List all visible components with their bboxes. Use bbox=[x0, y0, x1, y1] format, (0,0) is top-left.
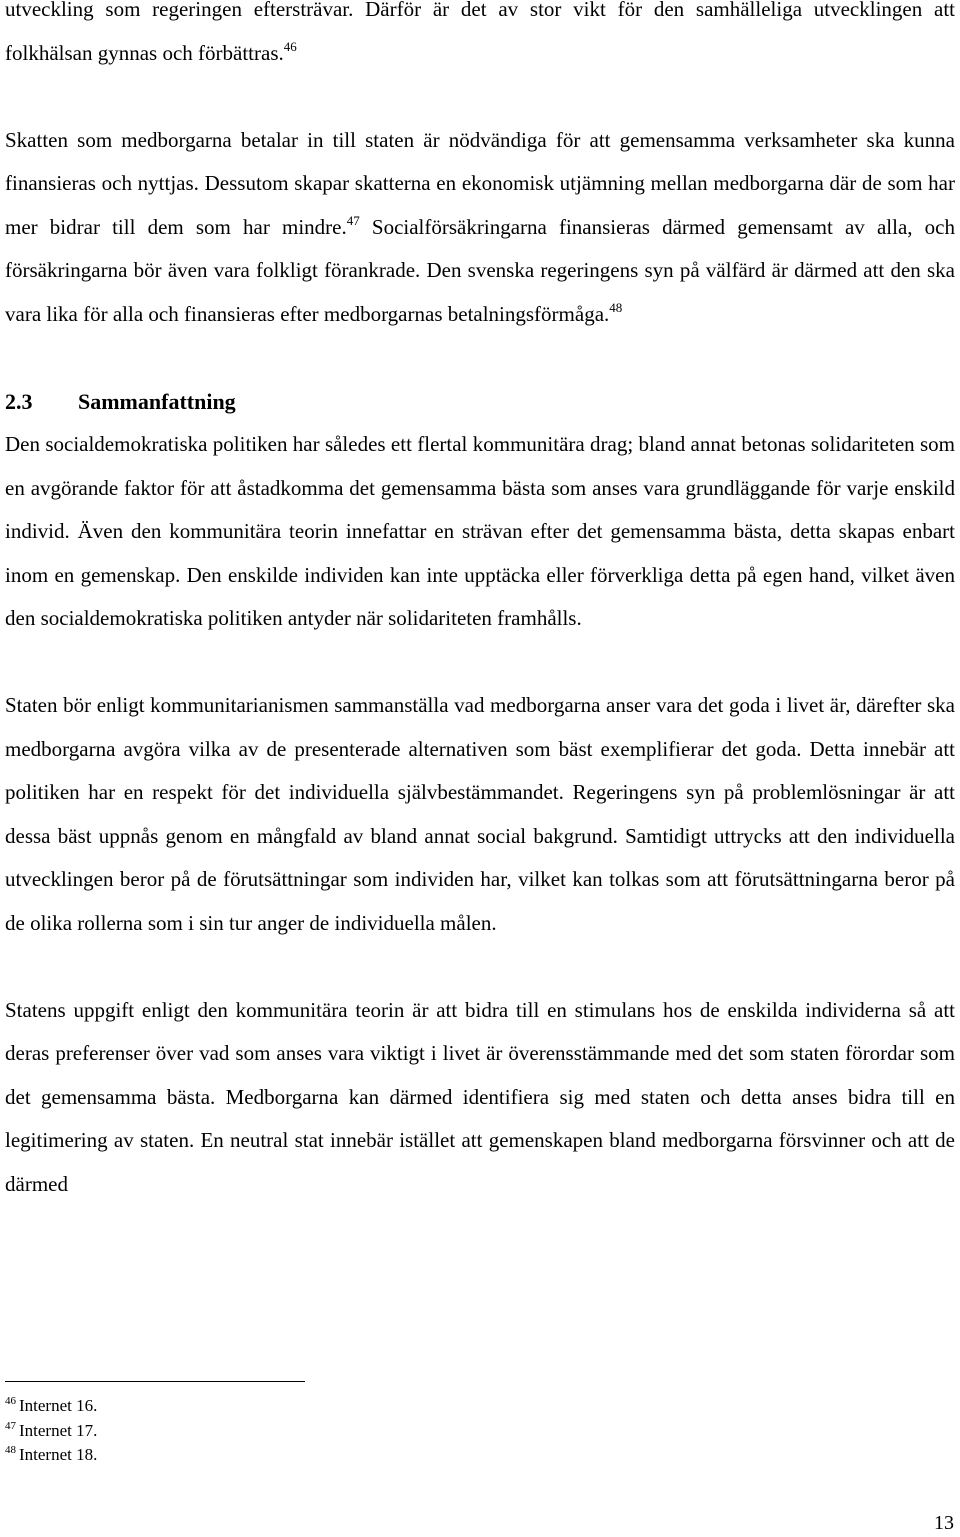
footnote-47 bbox=[5, 1419, 605, 1444]
footnote-text: Internet 17. bbox=[19, 1420, 98, 1440]
footnotes bbox=[5, 1394, 605, 1468]
footnote-ref-46: 46 bbox=[283, 38, 297, 54]
footnote-text: Internet 16. bbox=[19, 1396, 98, 1415]
section-number: 2.3 bbox=[5, 388, 33, 414]
footnote-ref-47: 47 bbox=[346, 212, 360, 228]
footnote-ref-48: 48 bbox=[609, 299, 623, 315]
document-page bbox=[5, 0, 955, 1206]
footnote-number: 46 bbox=[5, 1395, 16, 1407]
footnote-separator bbox=[5, 1381, 305, 1382]
paragraph-text-part-2: Socialförsäkringarna finansieras därmed gemensamt av alla, och försäkringarna bör även vara folkligt förankrade. Den svenska regeringens syn på välfärd är därmed att den ska vara lika för alla och finansieras efter medborgarnas betalningsförmåga. bbox=[5, 214, 955, 326]
paragraph-text: utveckling som regeringen eftersträvar. Därför är det av stor vikt för den samhälleliga utvecklingen att folkhälsan gynnas och förbättras. bbox=[5, 0, 955, 65]
paragraph-kommunitarianism: Staten bör enligt kommunitarianismen sammanställa vad medborgarna anser vara det goda i livet är, därefter ska medborgarna avgöra vilka av de presenterade alternativen som bäst exemplifierar det goda. Detta innebär att politiken har en respekt för det individuella självbestämmandet. Regeringens syn på problemlösningar är att dessa bäst uppnås genom en mångfald av bland annat social bakgrund. Samtidigt uttrycks att den individuella utvecklingen beror på de förutsättningar som individen har, vilket kan tolkas som att förutsättningarna beror på de olika rollerna som i sin tur anger de individuella målen. bbox=[5, 693, 955, 935]
paragraph-statens-uppgift: Statens uppgift enligt den kommunitära teorin är att bidra till en stimulans hos de enskilda individerna så att deras preferenser över vad som anses vara viktigt i livet är överensstämmande med det som staten förordar som det gemensamma bästa. Medborgarna kan därmed identifiera sig med staten och detta anses bidra till en legitimering av staten. En neutral stat innebär istället att gemenskapen bland medborgarna försvinner och att de därmed bbox=[5, 997, 955, 1196]
footnote-number: 47 bbox=[5, 1419, 16, 1432]
footnote-48 bbox=[5, 1443, 605, 1468]
paragraph-skatter bbox=[5, 119, 955, 337]
footnote-46 bbox=[5, 1394, 605, 1419]
paragraph-sammanfattning: Den socialdemokratiska politiken har således ett flertal kommunitära drag; bland annat betonas solidariteten som en avgörande faktor för att åstadkomma det gemensamma bästa som anses vara grundläggande för varje enskild individ. Även den kommunitära teorin innefattar en strävan efter det gemensamma bästa, detta skapas enbart inom en gemenskap. Den enskilde individen kan inte upptäcka eller förverkliga detta på egen hand, vilket även den socialdemokratiska politiken antyder när solidariteten framhålls. bbox=[5, 432, 955, 630]
footnote-number: 48 bbox=[5, 1444, 16, 1456]
section-heading bbox=[5, 380, 955, 424]
footnote-text: Internet 18. bbox=[19, 1445, 98, 1464]
paragraph-folkhalsa bbox=[5, 0, 955, 75]
page-number: 13 bbox=[934, 1512, 954, 1534]
paragraph-text-part-1: Skatten som medborgarna betalar in till staten är nödvändiga för att gemensamma verksamheter ska kunna finansieras och nyttjas. Dessutom skapar skatterna en ekonomisk utjämning mellan medborgarna där de som har mer bidrar till dem som har mindre. bbox=[5, 127, 955, 239]
section-title: Sammanfattning bbox=[78, 388, 236, 414]
